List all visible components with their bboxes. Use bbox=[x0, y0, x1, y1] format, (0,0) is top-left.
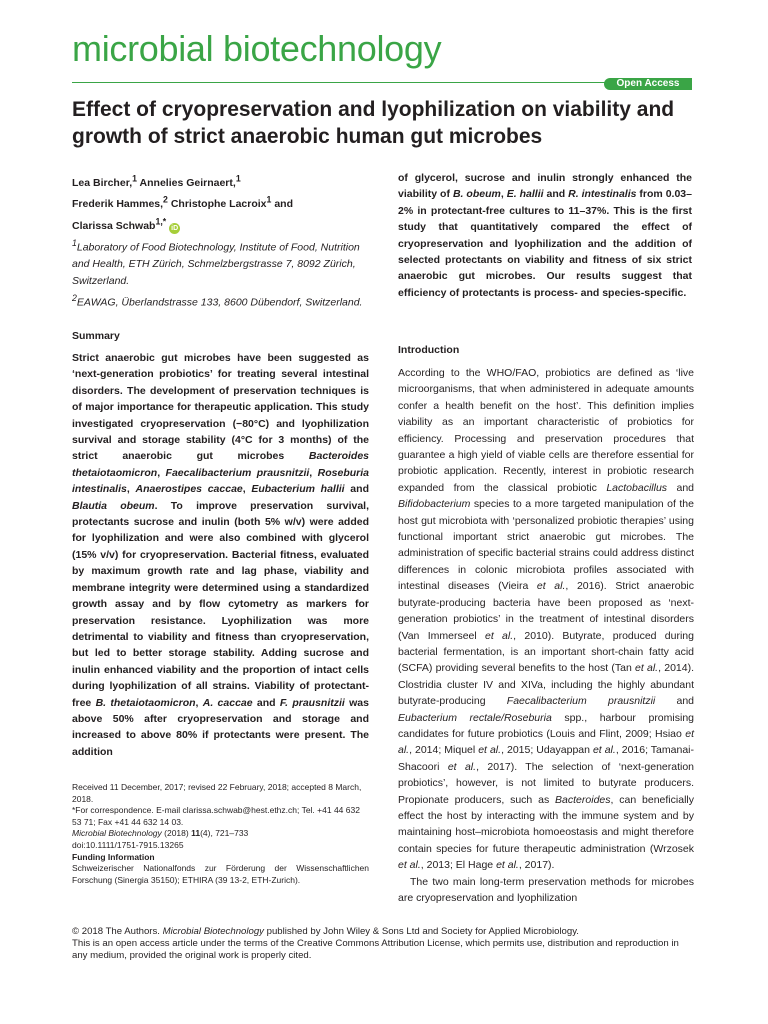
introduction-paragraph-2: The two main long-term preservation methods for microbes are cryopreservation and lyophilization bbox=[398, 875, 694, 904]
funding-heading: Funding Information bbox=[72, 851, 155, 862]
page-footer bbox=[72, 926, 694, 963]
summary-heading: Summary bbox=[72, 330, 120, 342]
summary-text: Strict anaerobic gut microbes have been suggested as ‘next-generation probiotics’ for treating several intestinal disorders. The development of preservation techniques is of major importance for therapeutic application. This study investigated cryopreservation (−80°C) and lyophilization survival and storage stability (4°C for 3 months) of the strict anaerobic gut microbes Bacteroides thetaiotaomicron, Faecalibacterium prausnitzii, Roseburia intestinalis, Anaerostipes caccae, Eubacterium hallii and Blautia obeum. To improve preservation survival, protectants sucrose and inulin (both 5% w/v) were added for lyophilization and were also combined with glycerol (15% v/v) for cryopreservation. Bacterial fitness, evaluated by maximum growth rate and lag phase, viability and membrane integrity were determined using a standardized growth assay and by flow cytometry as markers for preservation resistance. Lyophilization was more detrimental to viability and fitness than cryopreservation, but led to better storage stability. Adding sucrose and inulin enhanced viability and the proportion of intact cells during lyophilization of all strains. Viability of protectant-free B. thetaiotaomicron, A. caccae and F. prausnitzii was above 50% after cryopreservation and storage and increased to above 80% if protectants were present. The addition bbox=[72, 352, 369, 758]
affiliations: $^1$Laboratory of Food Biotechnology, Institute of Food, Nutrition and Health, ETH Zürich, Schmelzbergstrasse 7, 8092 Zürich, Switzerland. $^2$EAWAG, Überlandstrasse 133, 8600 Dübendorf, Switzerland. bbox=[72, 237, 363, 309]
introduction-text bbox=[398, 365, 694, 906]
header-rule bbox=[72, 82, 690, 83]
author-names: Lea Bircher,$^1$ Annelies Geirnaert,$^1$ Frederik Hammes,$^2$ Christophe Lacroix$^1$ and Clarissa Schwab$^{1,*}$ bbox=[72, 173, 293, 232]
open-access-badge: Open Access bbox=[604, 78, 692, 90]
introduction-paragraph-1: According to the WHO/FAO, probiotics are defined as ‘live microorganisms, that when administered in adequate amounts confer a health benefit on the host’. This definition implies viability as an important characteristic of probiotics for efficiency. Processing and preservation procedures that guarantee a high yield of viable cells are therefore essential for probiotic application. Recently, interest in probiotic research expanded from the classical probiotic Lactobacillus and Bifidobacterium species to a more targeted manipulation of the host gut microbiota with ‘personalized probiotic therapies’ using functional important strict anaerobic gut microbes. The administration of specific bacterial strains could address distinct differences in colonic microbiota profiles associated with intestinal diseases (Vieira et al., 2016). Strict anaerobic butyrate-producing bacteria have been proposed as ‘next-generation probiotics’ in the treatment of intestinal disorders (Van Immerseel et al., 2010). Butyrate, produced during bacterial fermentation, is an important short-chain fatty acid (SCFA) providing several benefits to the host (Tan et al., 2014). Clostridia cluster IV and XIVa, including the highly abundant butyrate-producing Faecalibacterium prausnitzii and Eubacterium rectale/Roseburia spp., harbour promising candidates for future probiotics (Louis and Flint, 2009; Hsiao et al., 2014; Miquel et al., 2015; Udayappan et al., 2016; Tamanai-Shacoori et al., 2017). The selection of ‘next-generation probiotics’, however, is not limited to butyrate producers. Propionate producers, such as Bacteroides, can beneficially effect the host by interacting with the immune system and by maintaining host–microbiota homoeostasis and might therefore contain species for future therapeutic administration (Wrzosek et al., 2013; El Hage et al., 2017). bbox=[398, 367, 695, 872]
license-text: This is an open access article under the terms of the Creative Commons Attribution License, which permits use, distribution and reproduction in any medium, provided the original work is properly cited. bbox=[72, 938, 679, 962]
article-history bbox=[72, 782, 369, 886]
orcid-icon[interactable]: iD bbox=[171, 224, 179, 232]
copyright-line: © 2018 The Authors. Microbial Biotechnology published by John Wiley & Sons Ltd and Society for Applied Microbiology. bbox=[72, 926, 579, 937]
author-list bbox=[72, 170, 368, 235]
author-block bbox=[72, 170, 368, 312]
introduction-heading: Introduction bbox=[398, 344, 460, 356]
doi-link[interactable]: doi:10.1111/1751-7915.13265 bbox=[72, 839, 184, 850]
received-dates: Received 11 December, 2017; revised 22 February, 2018; accepted 8 March, 2018. bbox=[72, 782, 362, 804]
correspondence: *For correspondence. E-mail clarissa.schwab@hest.ethz.ch; Tel. +41 44 632 53 71; Fax +41 44 632 14 03. bbox=[72, 805, 360, 827]
journal-citation: Microbial Biotechnology (2018) 11(4), 721–733 bbox=[72, 828, 249, 839]
article-title: Effect of cryopreservation and lyophilization on viability and growth of strict anaerobic human gut microbes bbox=[72, 98, 675, 148]
summary-continuation: of glycerol, sucrose and inulin strongly enhanced the viability of B. obeum, E. hallii and R. intestinalis from 0.03–2% in protectant-free cultures to 11–37%. This is the first study that quantitatively compared the effect of cryopreservation and lyophilization and the addition of selected protectants on viability and fitness of six strict anaerobic gut microbes. Our results suggest that efficiency of protectants is process- and species-specific. bbox=[398, 172, 692, 299]
funding-text: Schweizerischer Nationalfonds zur Förderung der Wissenschaftlichen Forschung (Sinergia 35150); ETHIRA (39 13-2, ETH-Zurich). bbox=[72, 863, 369, 885]
journal-title: microbial biotechnology bbox=[72, 28, 442, 69]
